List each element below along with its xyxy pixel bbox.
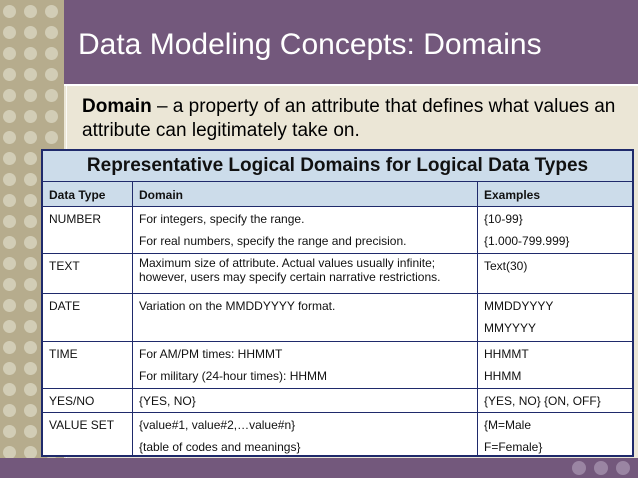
example-line: HHMMT xyxy=(484,347,529,361)
cell-data-type: YES/NO xyxy=(43,389,133,412)
cell-data-type: VALUE SET xyxy=(43,413,133,456)
example-line: Text(30) xyxy=(484,259,528,273)
table-header-row xyxy=(43,182,632,207)
decorative-dot xyxy=(616,461,630,475)
cell-domain xyxy=(133,342,478,388)
cell-examples xyxy=(478,389,632,412)
column-header-data-type: Data Type xyxy=(43,182,133,206)
domain-line: For AM/PM times: HHMMT xyxy=(139,347,283,361)
cell-domain xyxy=(133,207,478,253)
definition-text xyxy=(82,95,627,143)
example-line: {10-99} xyxy=(484,212,523,226)
cell-data-type: DATE xyxy=(43,294,133,341)
example-line: MMDDYYYY xyxy=(484,299,554,313)
domain-line: For integers, specify the range. xyxy=(139,212,305,226)
example-line: MMYYYY xyxy=(484,321,537,335)
cell-data-type: TIME xyxy=(43,342,133,388)
table-row-value-set xyxy=(43,413,632,456)
cell-domain xyxy=(133,294,478,341)
example-line: {M=Male xyxy=(484,418,532,432)
domain-line: Variation on the MMDDYYYY format. xyxy=(139,299,336,313)
slide-title: Data Modeling Concepts: Domains xyxy=(78,28,542,61)
domain-line: {value#1, value#2,…value#n} xyxy=(139,418,296,432)
domain-line: Maximum size of attribute. Actual values usually infinite; xyxy=(139,256,436,270)
decorative-dot xyxy=(572,461,586,475)
example-line: {1.000-799.999} xyxy=(484,234,570,248)
definition-term: Domain xyxy=(82,96,152,117)
cell-domain xyxy=(133,389,478,412)
cell-data-type: TEXT xyxy=(43,254,133,293)
definition-body: – a property of an attribute that defines what values an attribute can legitimately take on. xyxy=(82,96,616,141)
cell-domain xyxy=(133,413,478,456)
column-header-domain: Domain xyxy=(133,182,478,206)
cell-domain xyxy=(133,254,478,293)
cell-examples xyxy=(478,294,632,341)
table-row-yes-no xyxy=(43,389,632,413)
domain-line: For military (24-hour times): HHMM xyxy=(139,369,328,383)
bottom-band xyxy=(0,458,638,478)
data-type-domain-table xyxy=(41,149,634,457)
table-row-time xyxy=(43,342,632,389)
cell-examples xyxy=(478,342,632,388)
example-line: F=Female} xyxy=(484,440,543,454)
table-title: Representative Logical Domains for Logical Data Types xyxy=(43,151,632,182)
title-divider xyxy=(64,84,638,86)
column-header-examples: Examples xyxy=(484,188,541,202)
example-line: HHMM xyxy=(484,369,522,383)
table-row-date xyxy=(43,294,632,342)
cell-data-type: NUMBER xyxy=(43,207,133,253)
table-row-number xyxy=(43,207,632,254)
cell-examples xyxy=(478,254,632,293)
decorative-dot xyxy=(594,461,608,475)
example-line: {YES, NO} {ON, OFF} xyxy=(484,394,601,408)
domain-line: For real numbers, specify the range and precision. xyxy=(139,234,407,248)
domain-line: however, users may specify certain narrative restrictions. xyxy=(139,270,441,284)
table-row-text xyxy=(43,254,632,294)
cell-examples xyxy=(478,207,632,253)
title-bar xyxy=(64,0,638,86)
cell-examples xyxy=(478,413,632,456)
domain-line: {YES, NO} xyxy=(139,394,196,408)
domain-line: {table of codes and meanings} xyxy=(139,440,301,454)
